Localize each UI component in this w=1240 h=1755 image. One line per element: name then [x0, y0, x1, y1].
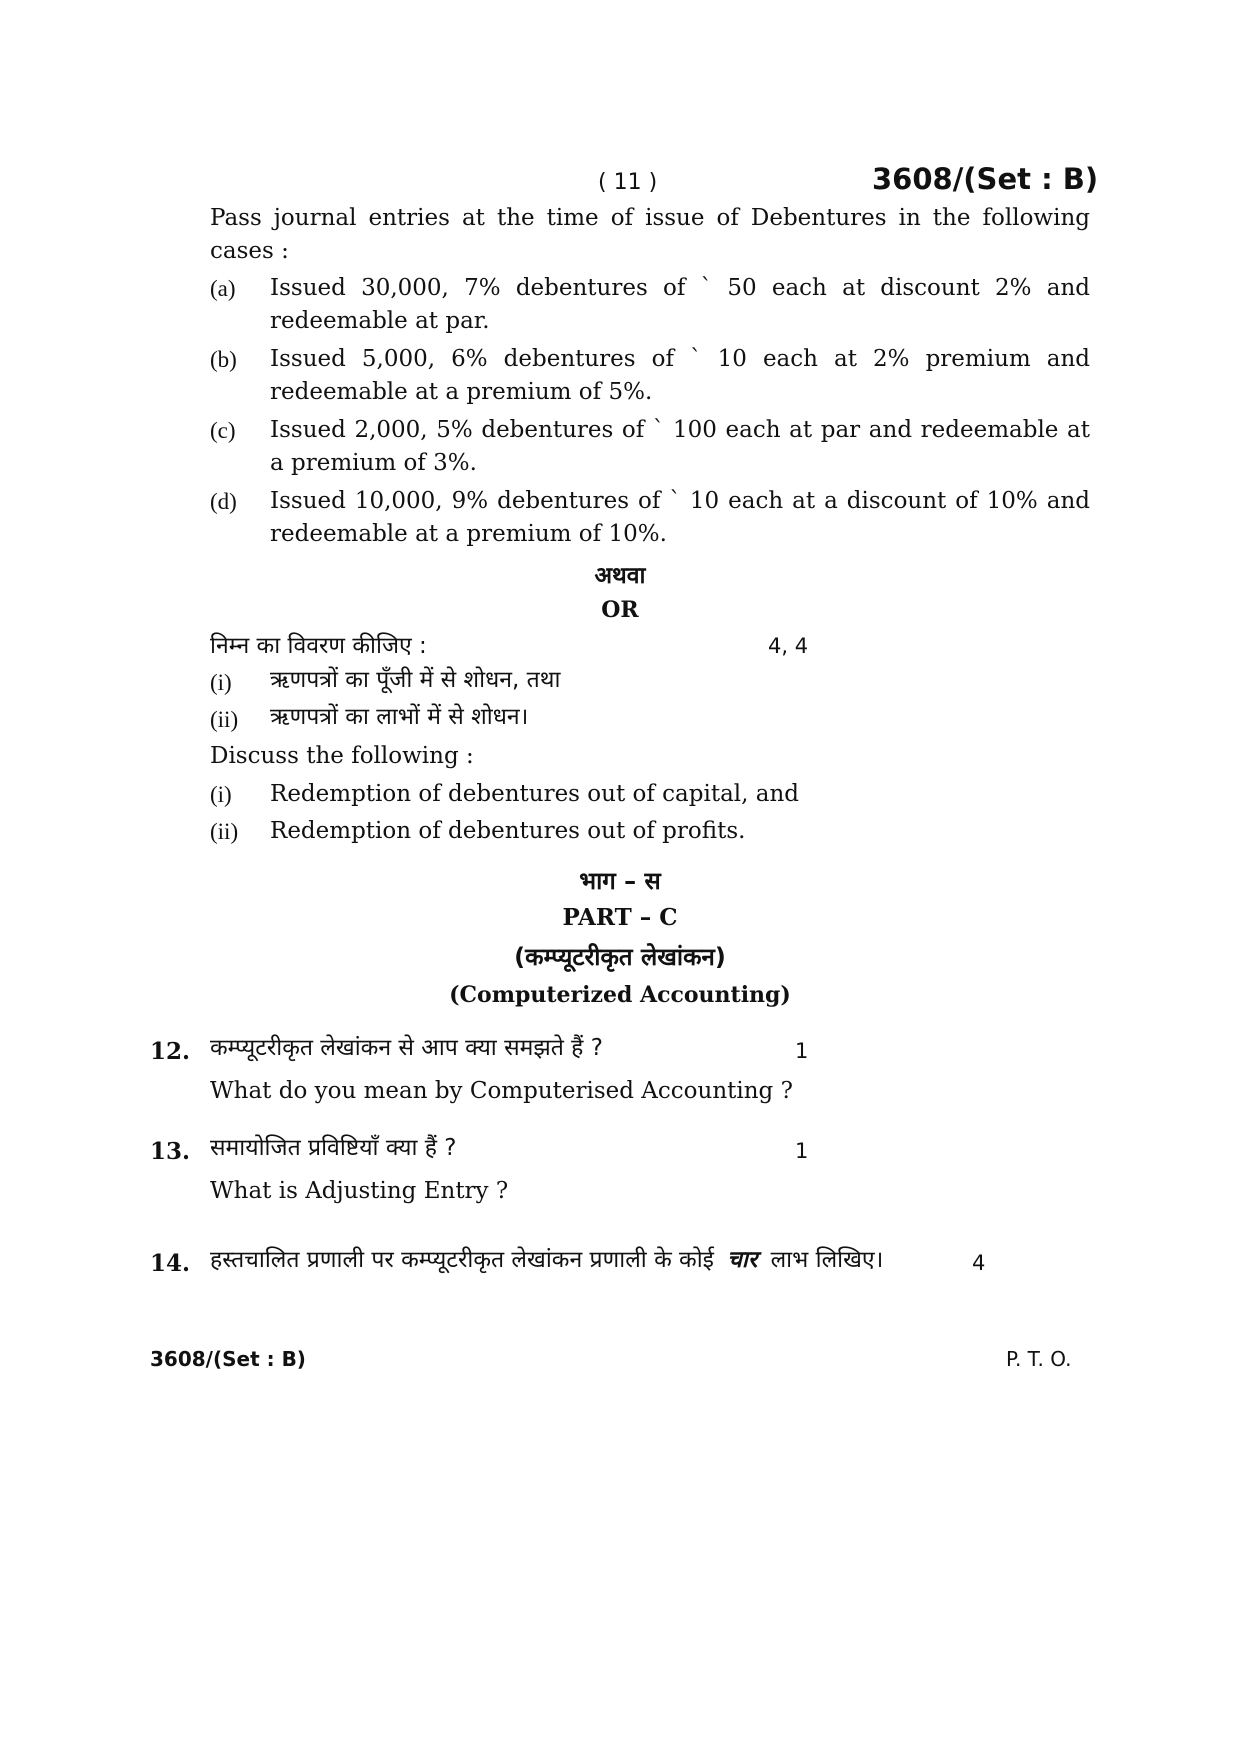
paper-code-header: 3608/(Set : B)	[872, 162, 1099, 196]
q11-item-c-label: (c)	[210, 418, 236, 443]
alt-hindi-item-i-text: ऋणपत्रों का पूँजी में से शोधन, तथा	[270, 667, 561, 693]
alt-hindi-item-ii-text: ऋणपत्रों का लाभों में से शोधन।	[270, 704, 529, 730]
alt-english-item-ii-text: Redemption of debentures out of profits.	[270, 818, 746, 844]
q14-hindi-after: लाभ लिखिए।	[770, 1247, 884, 1273]
q11-item-b-text: Issued 5,000, 6% debentures of ` 10 each at 2% premium and redeemable at a premium of 5%.	[270, 346, 1090, 405]
alt-marks: 4, 4	[768, 634, 809, 658]
q11-item-d-label: (d)	[210, 489, 237, 514]
q11-item-a-text: Issued 30,000, 7% debentures of ` 50 each at discount 2% and redeemable at par.	[270, 275, 1090, 334]
alt-english-intro: Discuss the following :	[210, 743, 474, 769]
q12-number: 12.	[150, 1038, 191, 1065]
q13-number: 13.	[150, 1138, 191, 1165]
alt-hindi-item-ii-label: (ii)	[210, 707, 239, 732]
q12-marks: 1	[795, 1039, 809, 1063]
q13-hindi: समायोजित प्रविष्टियाँ क्या हैं ?	[210, 1135, 457, 1161]
q14-number: 14.	[150, 1250, 191, 1277]
q12-english: What do you mean by Computerised Accounting ?	[210, 1078, 793, 1104]
q14-hindi-text	[210, 1244, 883, 1277]
alt-english-item-i-text: Redemption of debentures out of capital, and	[270, 781, 800, 807]
part-c-english-subtitle: (Computerized Accounting)	[449, 982, 791, 1008]
paper-code-footer: 3608/(Set : B)	[150, 1347, 306, 1371]
q13-marks: 1	[795, 1139, 809, 1163]
part-c-hindi-title: भाग – स	[579, 867, 661, 895]
pto-label: P. T. O.	[1006, 1347, 1072, 1371]
or-english: OR	[601, 597, 639, 623]
q11-item-a-label: (a)	[210, 276, 236, 301]
q14-marks: 4	[972, 1251, 986, 1275]
or-hindi: अथवा	[594, 563, 646, 589]
q11-item-b-label: (b)	[210, 347, 237, 372]
alt-english-item-ii-label: (ii)	[210, 819, 239, 844]
part-c-hindi-subtitle: (कम्प्यूटरीकृत लेखांकन)	[514, 943, 726, 971]
q14-hindi-before: हस्तचालित प्रणाली पर कम्प्यूटरीकृत लेखांकन प्रणाली के कोई	[210, 1247, 714, 1273]
page-number: ( 11 )	[598, 170, 658, 195]
alt-hindi-item-i-label: (i)	[210, 670, 232, 695]
alt-hindi-intro: निम्न का विवरण कीजिए :	[210, 633, 427, 659]
part-c-english-title: PART – C	[562, 904, 678, 931]
q11-intro: Pass journal entries at the time of issue of Debentures in the following cases :	[210, 205, 1090, 264]
q12-hindi: कम्प्यूटरीकृत लेखांकन से आप क्या समझते हैं ?	[210, 1035, 603, 1061]
q13-english: What is Adjusting Entry ?	[210, 1178, 509, 1204]
q14-hindi-emphasis: चार	[727, 1247, 758, 1273]
q11-item-c-text: Issued 2,000, 5% debentures of ` 100 each at par and redeemable at a premium of 3%.	[270, 417, 1090, 476]
q11-item-d-text: Issued 10,000, 9% debentures of ` 10 each at a discount of 10% and redeemable at a premium of 10%.	[270, 488, 1090, 547]
alt-english-item-i-label: (i)	[210, 782, 232, 807]
